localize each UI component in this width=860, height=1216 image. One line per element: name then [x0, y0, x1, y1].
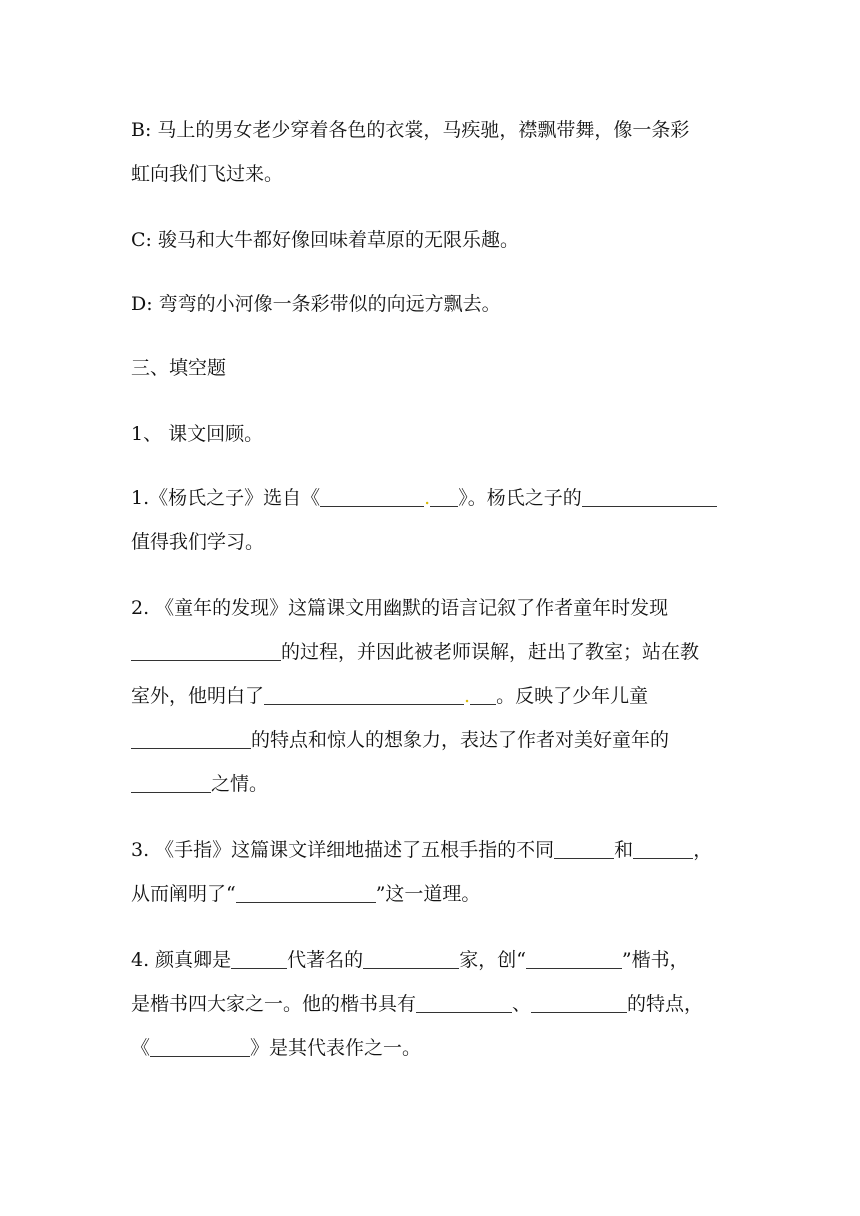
q4-text-g: 的特点，	[627, 993, 704, 1015]
subheading	[131, 416, 741, 452]
q1-text-b: 》。杨氏之子的	[458, 487, 582, 509]
q2-blank-2[interactable]	[264, 682, 464, 705]
q3-blank-2[interactable]	[633, 836, 693, 859]
question-2-line-5	[131, 766, 741, 802]
q2-text-b: 的过程，并因此被老师误解，赶出了教室；站在教	[281, 641, 700, 663]
option-d-text: D: 弯弯的小河像一条彩带似的向远方飘去。	[131, 293, 501, 315]
question-4-line-3	[131, 1030, 741, 1066]
q4-blank-3[interactable]	[526, 946, 622, 969]
question-2-line-4	[131, 722, 741, 758]
q3-blank-3[interactable]	[236, 880, 376, 903]
q1-text-c: 值得我们学习。	[131, 531, 265, 553]
q2-text-c: 室外，他明白了	[131, 685, 265, 707]
q2-text-f: 之情。	[211, 773, 269, 795]
option-d	[131, 286, 741, 322]
q3-text-e: ”这一道理。	[375, 883, 481, 905]
q1-blank-1[interactable]	[320, 484, 424, 507]
q4-text-e: 是楷书四大家之一。他的楷书具有	[131, 993, 417, 1015]
question-2-line-2	[131, 634, 741, 670]
q4-blank-5[interactable]	[531, 990, 627, 1013]
question-3-line-1	[131, 832, 741, 868]
question-2-line-1	[131, 590, 741, 626]
q2-blank-4[interactable]	[131, 770, 211, 793]
q4-text-c: 家，创“	[459, 949, 526, 971]
q4-text-h: 《	[131, 1037, 151, 1059]
highlight-mark: .	[424, 487, 431, 509]
q4-text-f: 、	[512, 993, 532, 1015]
q1-blank-1b[interactable]	[430, 484, 458, 507]
q1-text-a: 1.《杨氏之子》选自《	[131, 487, 321, 509]
section-heading-text: 三、填空题	[131, 357, 227, 379]
q2-blank-2b[interactable]	[470, 682, 496, 705]
question-4-line-1	[131, 942, 741, 978]
question-4-line-2	[131, 986, 741, 1022]
highlight-mark: .	[464, 685, 471, 707]
question-1-line-2	[131, 524, 741, 560]
q1-blank-2[interactable]	[582, 484, 717, 507]
section-heading	[131, 350, 741, 386]
q3-text-c: ，	[693, 839, 713, 861]
q4-blank-4[interactable]	[416, 990, 512, 1013]
subheading-text: 1、 课文回顾。	[131, 423, 264, 445]
q4-text-d: ”楷书，	[621, 949, 689, 971]
q2-text-e: 的特点和惊人的想象力，表达了作者对美好童年的	[251, 729, 670, 751]
q2-blank-3[interactable]	[131, 726, 251, 749]
option-b-line-2	[131, 156, 741, 192]
question-1-line-1	[131, 480, 741, 516]
q2-text-d: 。反映了少年儿童	[496, 685, 649, 707]
q4-blank-1[interactable]	[231, 946, 287, 969]
q2-text-a: 2. 《童年的发现》这篇课文用幽默的语言记叙了作者童年时发现	[131, 597, 669, 619]
q3-blank-1[interactable]	[554, 836, 614, 859]
q4-blank-6[interactable]	[150, 1034, 250, 1057]
option-b-line-1	[131, 112, 741, 148]
option-b-text-2: 虹向我们飞过来。	[131, 163, 284, 185]
q4-text-i: 》是其代表作之一。	[250, 1037, 422, 1059]
q3-text-b: 和	[614, 839, 634, 861]
question-2-line-3	[131, 678, 741, 714]
option-c	[131, 222, 741, 258]
q4-text-b: 代著名的	[287, 949, 364, 971]
q3-text-a: 3. 《手指》这篇课文详细地描述了五根手指的不同	[131, 839, 555, 861]
option-b-text-1: B: 马上的男女老少穿着各色的衣裳，马疾驰，襟飘带舞，像一条彩	[131, 119, 690, 141]
question-3-line-2	[131, 876, 741, 912]
q4-blank-2[interactable]	[363, 946, 459, 969]
q2-blank-1[interactable]	[131, 638, 281, 661]
q4-text-a: 4. 颜真卿是	[131, 949, 232, 971]
option-c-text: C: 骏马和大牛都好像回味着草原的无限乐趣。	[131, 229, 519, 251]
q3-text-d: 从而阐明了“	[131, 883, 236, 905]
